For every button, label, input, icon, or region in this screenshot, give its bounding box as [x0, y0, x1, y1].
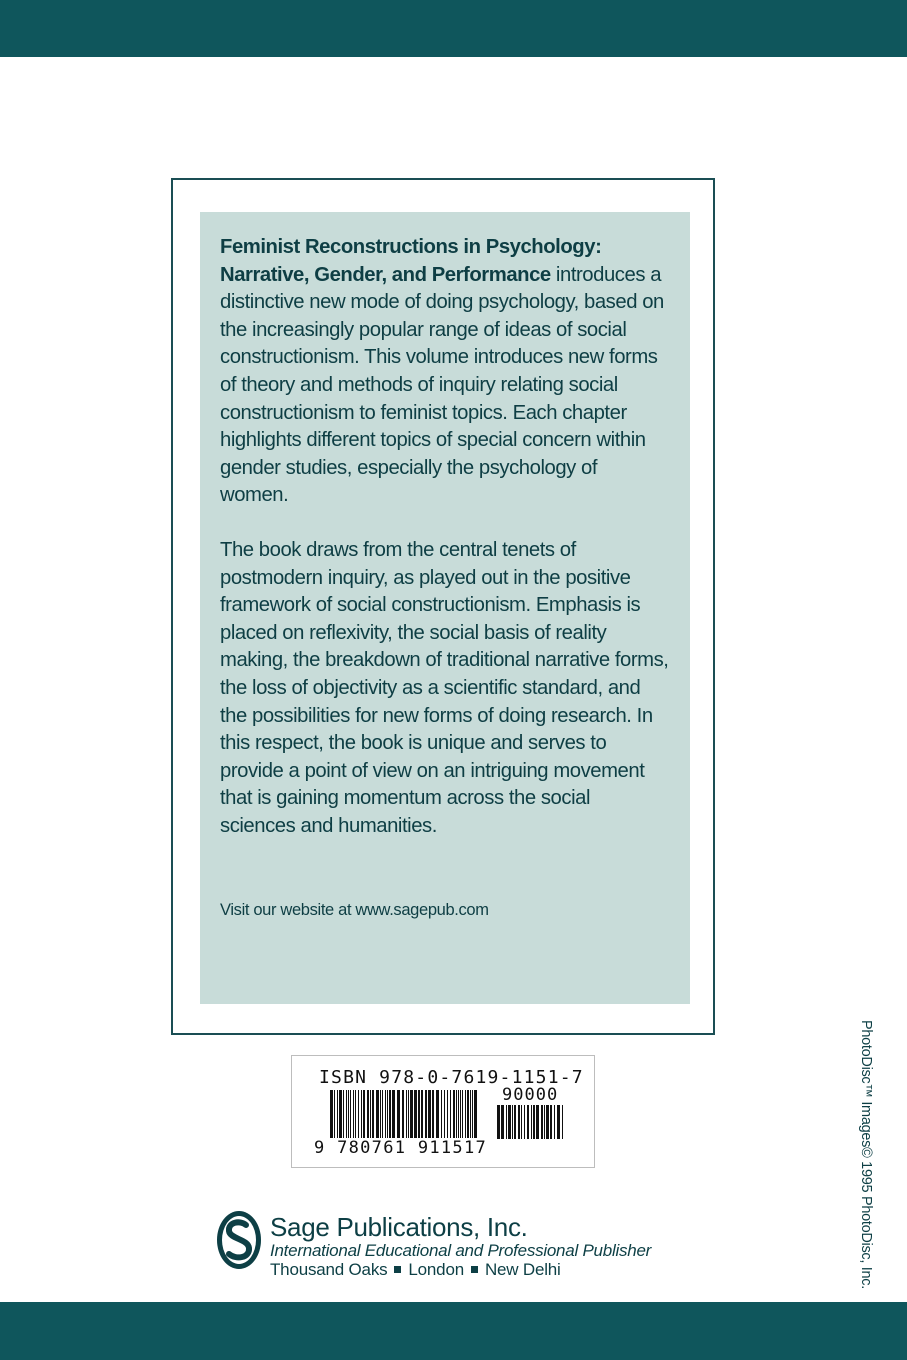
barcode-bar [414, 1090, 417, 1138]
barcode-bar [527, 1105, 529, 1139]
barcode-bar [462, 1090, 463, 1138]
barcode-bar [382, 1090, 383, 1138]
photo-credit: PhotoDisc™ Images© 1995 PhotoDisc, Inc. [858, 1020, 874, 1289]
barcode-bar [372, 1090, 374, 1138]
barcode-bar [330, 1090, 333, 1138]
publisher-tagline: International Educational and Professional Publisher [270, 1241, 652, 1260]
barcode-bar [456, 1090, 457, 1138]
barcode-bar [370, 1090, 371, 1138]
barcode-bar [358, 1090, 359, 1138]
barcode-bar [367, 1090, 369, 1138]
website-link[interactable]: Visit our website at www.sagepub.com [220, 901, 489, 919]
isbn-number: ISBN 978-0-7619-1151-7 [319, 1067, 584, 1088]
barcode-bar [387, 1090, 388, 1138]
ean-digits: 9 780761 911517 [314, 1138, 488, 1158]
barcode-bar [350, 1090, 351, 1138]
barcode-bar [460, 1090, 461, 1138]
city-london: London [408, 1260, 464, 1279]
barcode-bar [346, 1090, 347, 1138]
barcode-bar [418, 1090, 420, 1138]
barcode-bar [397, 1090, 400, 1138]
barcode-bar [508, 1105, 511, 1139]
barcode-bar [557, 1105, 560, 1139]
barcode-bar [512, 1105, 513, 1139]
barcode-bar [339, 1090, 342, 1138]
description-panel [200, 212, 690, 1004]
barcode-bar [497, 1105, 500, 1139]
isbn-barcode [291, 1055, 595, 1168]
barcode-bar [406, 1090, 407, 1138]
barcode-bar [501, 1105, 504, 1139]
barcode-bar [453, 1090, 455, 1138]
barcode-bar [421, 1090, 423, 1138]
barcode-bar [380, 1090, 381, 1138]
barcode-bar [436, 1090, 439, 1138]
publisher-block [215, 1208, 695, 1288]
barcode-bar [337, 1090, 338, 1138]
barcode-bar [389, 1090, 391, 1138]
barcode-bar [355, 1090, 356, 1138]
bullet-separator [394, 1266, 401, 1273]
barcode-bar [550, 1105, 552, 1139]
barcode-bar [447, 1090, 448, 1138]
book-title-line-2: Narrative, Gender, and Performance [220, 263, 551, 286]
barcode-bar [392, 1090, 395, 1138]
barcode-bar [385, 1090, 386, 1138]
description-paragraph-1 [220, 234, 670, 510]
sage-logo-icon [215, 1208, 263, 1272]
publisher-name: Sage Publications, Inc. [270, 1212, 528, 1242]
barcode-bar [425, 1090, 427, 1138]
barcode-bar [408, 1090, 409, 1138]
description-paragraph-1-text: introduces a distinctive new mode of doing psychology, based on the increasingly popular range of ideas of social constructionism. This volume introduces new forms of theory and methods of inquiry relating social constructionism to feminist topics. Each chapter highlights different topics of special concern within gender studies, especially the psychology of women. [220, 263, 664, 507]
barcode-bar [521, 1105, 522, 1139]
city-new-delhi: New Delhi [484, 1260, 561, 1279]
barcode-bar [544, 1105, 545, 1139]
barcode-bar [343, 1090, 344, 1138]
barcode-bar [428, 1090, 431, 1138]
barcode-bar [410, 1090, 413, 1138]
barcode-bar [536, 1105, 539, 1139]
barcode-bar [450, 1090, 451, 1138]
addon-barcode-bars [497, 1105, 567, 1141]
barcode-bar [348, 1090, 349, 1138]
barcode-bar [541, 1105, 543, 1139]
barcode-bar [554, 1105, 555, 1139]
barcode-bar [361, 1090, 362, 1138]
barcode-bar [402, 1090, 404, 1138]
barcode-bar [376, 1090, 379, 1138]
barcode-bar [458, 1090, 459, 1138]
barcode-bar [353, 1090, 354, 1138]
ean-barcode-bars [330, 1090, 480, 1140]
barcode-bar [518, 1105, 520, 1139]
barcode-bar [465, 1090, 466, 1138]
barcode-bar [472, 1090, 473, 1138]
bullet-separator [471, 1266, 478, 1273]
price-addon-code: 90000 [502, 1085, 559, 1105]
barcode-bar [467, 1090, 469, 1138]
barcode-bar [533, 1105, 535, 1139]
top-color-band [0, 0, 907, 57]
barcode-bar [470, 1090, 471, 1138]
barcode-bar [432, 1090, 434, 1138]
barcode-bar [441, 1090, 442, 1138]
barcode-bar [444, 1090, 445, 1138]
barcode-bar [334, 1090, 335, 1138]
barcode-bar [546, 1105, 549, 1139]
barcode-bar [531, 1105, 532, 1139]
bottom-color-band [0, 1302, 907, 1360]
barcode-bar [506, 1105, 507, 1139]
barcode-bar [562, 1105, 563, 1139]
barcode-bar [474, 1090, 477, 1138]
city-thousand-oaks: Thousand Oaks [270, 1260, 388, 1279]
barcode-bar [514, 1105, 516, 1139]
description-paragraph-2: The book draws from the central tenets of postmodern inquiry, as played out in the positive framework of social constructionism. Emphasis is placed on reflexivity, the social basis of reality making, the breakdown of traditional narrative forms, the loss of objectivity as a scientific standard, and the possibilities for new forms of doing research. In this respect, the book is unique and serves to provide a point of view on an intriguing movement that is gaining momentum across the social sciences and humanities. [220, 538, 669, 837]
barcode-bar [524, 1105, 525, 1139]
barcode-bar [363, 1090, 365, 1138]
description-frame [171, 178, 715, 1035]
book-title-line-1: Feminist Reconstructions in Psychology: [220, 236, 602, 258]
publisher-cities [270, 1260, 561, 1280]
